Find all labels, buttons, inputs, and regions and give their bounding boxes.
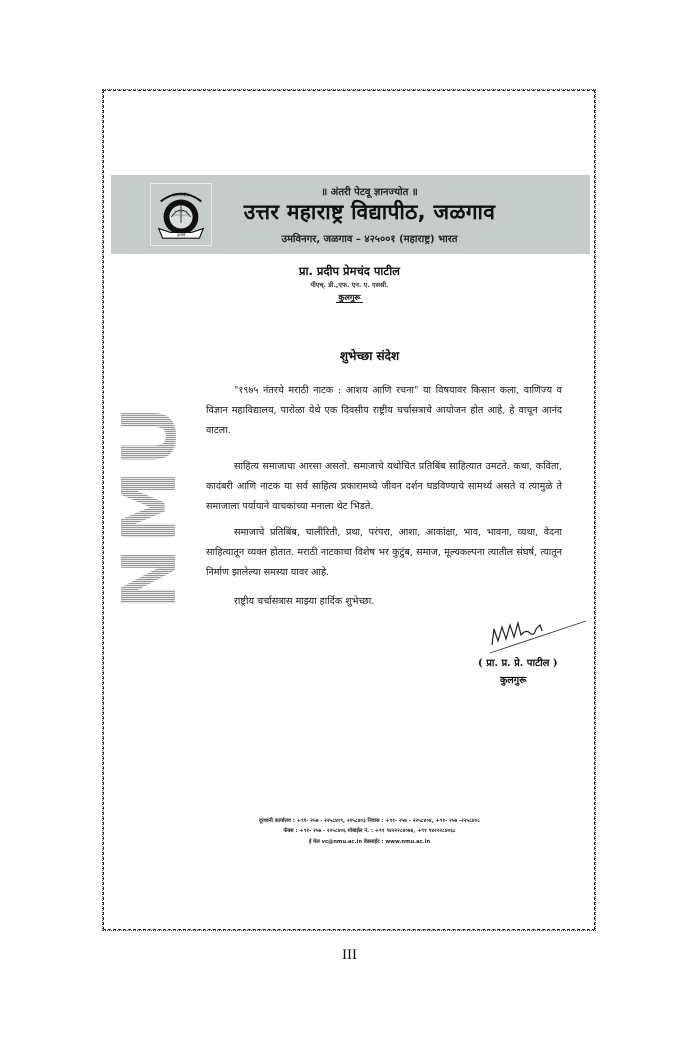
university-address: उमविनगर, जळगाव – ४२५००१ (महाराष्ट्र) भारत <box>281 234 458 245</box>
footer-fax-line: फॅक्स : +९१- २५७ - २२५८४०६ मोबाईल नं. : +९१ ९४२२२८४०७४, +९१ ९४२२२८४०६८ <box>283 828 456 834</box>
paragraph-text: समाजाचे प्रतिबिंब, चालीरिती, प्रथा, परंपरा, आशा, आकांक्षा, भाव, भावना, व्यथा, वेदना साहित्यातून व्यक्त होतात. मराठी नाटकाचा विशेष भर कुटुंब, समाज, मूल्यकल्पना त्यातील संघर्ष, त्यातून निर्माण झालेल्या समस्या यावर आहे. <box>206 527 562 578</box>
page-number: III <box>342 947 357 963</box>
svg-text:उमवि: उमवि <box>176 233 186 239</box>
watermark-text: NMU <box>107 402 194 610</box>
university-motto: ॥ अंतरी पेटवू ज्ञानज्योत ॥ <box>321 187 418 198</box>
footer-email-line: ई मेल vc@nmu.ac.in वेबसाईट : www.nmu.ac.in <box>308 839 431 845</box>
message-heading: शुभेच्छा संदेश <box>339 349 400 363</box>
message-paragraph-1 <box>206 381 562 441</box>
signatory-name: ( प्रा. प्र. प्रे. पाटील ) <box>478 658 558 669</box>
signatory-designation: कुलगुरू <box>500 675 527 686</box>
signature-icon <box>488 615 588 655</box>
nmu-watermark <box>107 376 194 636</box>
footer-phone-line: दूरध्वनी कार्यालय : +९१- २५७ - २२५८४०९, २२५८४०३ निवास : +९१- २५७ - २२५८४०४, +९१- २५७ -२२५८४०८ <box>258 818 481 824</box>
vice-chancellor-qualifications: पीएच्. डी.,एफ. एन. ए. एससी. <box>310 281 389 289</box>
university-name: उत्तर महाराष्ट्र विद्यापीठ, जळगाव <box>243 200 496 224</box>
message-paragraph-3 <box>206 523 562 583</box>
vice-chancellor-name: प्रा. प्रदीप प्रेमचंद पाटील <box>299 264 400 278</box>
vice-chancellor-designation <box>0 292 699 303</box>
handwritten-signature <box>488 615 588 655</box>
paragraph-text: साहित्य समाजाचा आरसा असतो. समाजाचे यथोचित प्रतिबिंब साहित्यात उमटते. कथा, कविता, कादंबरी आणि नाटक या सर्व साहित्य प्रकारामध्ये जीवन दर्शन घडविण्याचे सामर्थ्य असते व त्यामुळे ते समाजाला पर्यायाने वाचकांच्या मनाला थेट भिडते. <box>206 461 562 512</box>
message-paragraph-4 <box>206 592 562 612</box>
paragraph-text: राष्ट्रीय चर्चासत्रास माझ्या हार्दिक शुभेच्छा. <box>234 596 375 607</box>
designation-text: कुलगुरू <box>338 293 361 302</box>
message-paragraph-2 <box>206 457 562 517</box>
paragraph-text: "१९७५ नंतरचे मराठी नाटक : आशय आणि रचना" या विषयावर किसान कला, वाणिज्य व विज्ञान महाविद्यालय, पारोळा येथे एक दिवसीय राष्ट्रीय चर्चासत्राचे आयोजन होत आहे, हे वाचून आनंद वाटला. <box>206 385 562 436</box>
svg-text:ज्ञानज्योत: ज्ञानज्योत <box>172 193 190 199</box>
